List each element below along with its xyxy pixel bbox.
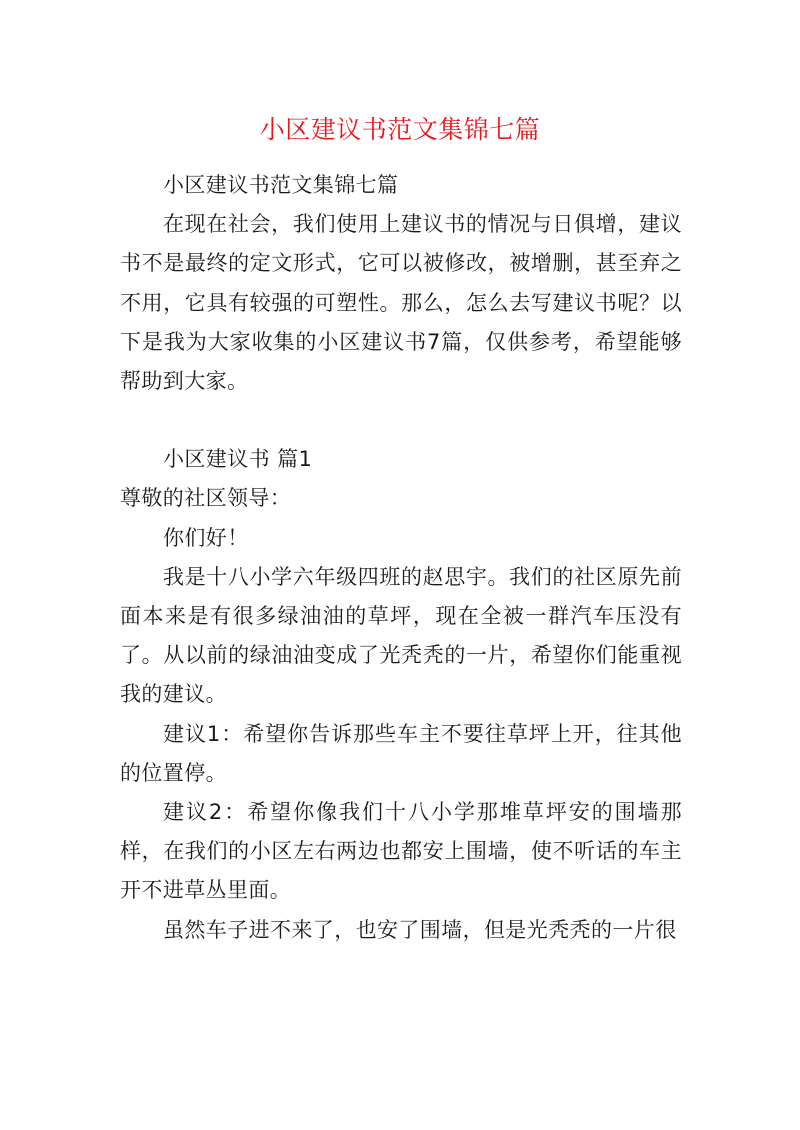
greeting: 你们好！ (163, 525, 249, 550)
body-paragraph: 我是十八小学六年级四班的赵思宇。我们的社区原先前面本来是有很多绿油油的草坪，现在全被一群汽车压没有了。从以前的绿油油变成了光秃秃的一片，希望你们能重视我的建议。 (120, 564, 682, 707)
document-body (120, 166, 682, 950)
document-subtitle: 小区建议书范文集锦七篇 (163, 173, 399, 197)
suggestion-2: 建议2：希望你像我们十八小学那堆草坪安的围墙那样，在我们的小区左右两边也都安上围墙，使不听话的车主开不进草丛里面。 (120, 800, 682, 903)
salutation: 尊敬的社区领导： (120, 486, 292, 511)
suggestion-1: 建议1：希望你告诉那些车主不要往草坪上开，往其他的位置停。 (120, 721, 682, 785)
body-paragraph: 虽然车子进不来了，也安了围墙，但是光秃秃的一片很 (163, 917, 677, 942)
paragraph-gap (120, 401, 682, 440)
section-heading: 小区建议书 篇1 (163, 447, 313, 472)
document-title: 小区建议书范文集锦七篇 (259, 115, 541, 144)
intro-paragraph: 在现在社会，我们使用上建议书的情况与日俱增，建议书不是最终的定文形式，它可以被修改，被增删，甚至弃之不用，它具有较强的可塑性。那么，怎么去写建议书呢？以下是我为大家收集的小区建议书7篇，仅供参考，希望能够帮助到大家。 (120, 212, 682, 394)
